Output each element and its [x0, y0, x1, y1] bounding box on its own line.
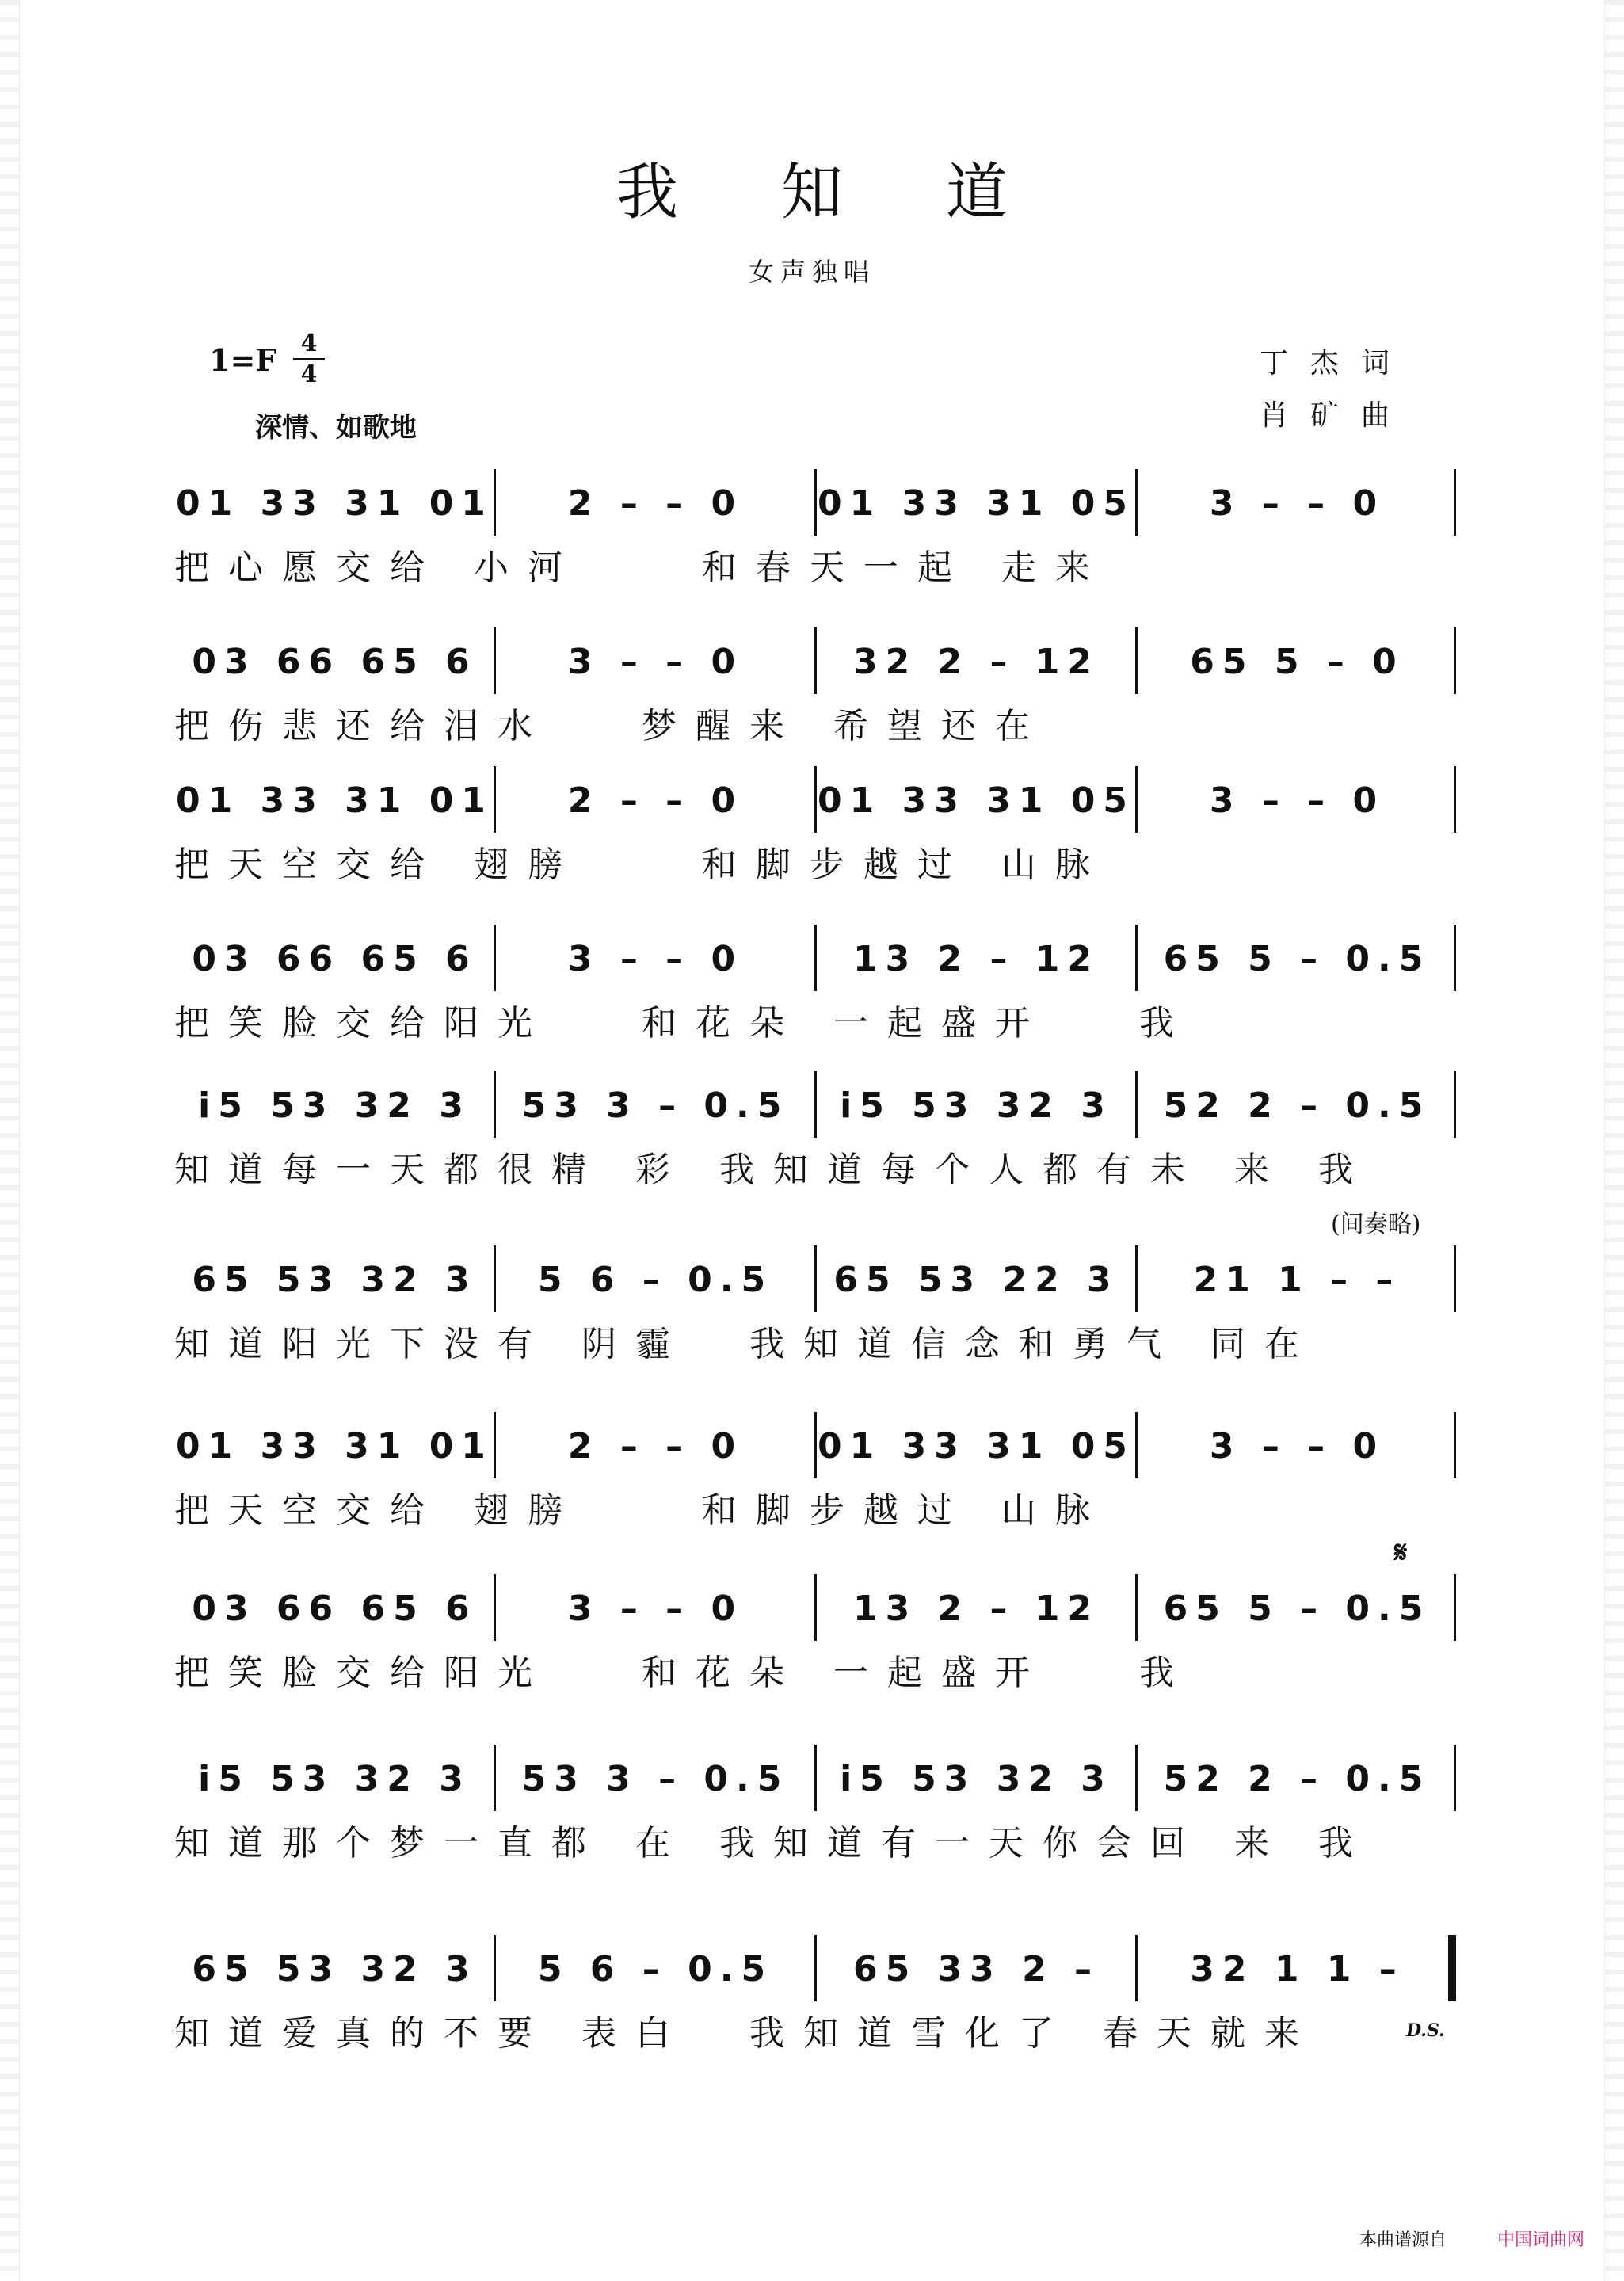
bar-line: [814, 766, 817, 833]
lyrics-line: 把伤悲还给泪水 梦醒来 希望还在: [174, 706, 1049, 746]
measure: i5 53 32 3: [198, 1085, 471, 1126]
measure: 32 2 – 12: [852, 641, 1100, 682]
lyrics-line: 把天空交给 翅膀 和脚步越过 山脉: [174, 845, 1109, 885]
measure: 03 66 65 6: [192, 938, 478, 979]
bar-line: [1454, 1745, 1456, 1811]
measure: 01 33 31 05: [818, 483, 1135, 524]
measure: 52 2 – 0.5: [1163, 1085, 1431, 1126]
bar-line: [494, 1245, 496, 1312]
bar-line: [494, 1745, 496, 1811]
measure: 65 33 2 –: [852, 1948, 1100, 1989]
bar-line: [814, 1245, 817, 1312]
measure: 52 2 – 0.5: [1163, 1758, 1431, 1799]
measure: 01 33 31 01: [176, 1425, 494, 1467]
measure: 01 33 31 05: [818, 780, 1135, 821]
bar-line: [494, 469, 496, 536]
measure: 2 – – 0: [567, 1425, 744, 1467]
bar-line: [1135, 1412, 1138, 1478]
measure: 01 33 31 01: [176, 780, 494, 821]
lyrics-line: 把心愿交给 小河 和春天一起 走来: [174, 547, 1109, 588]
bar-line: [494, 1071, 496, 1138]
measure: 3 – – 0: [567, 641, 744, 682]
measure: 65 53 32 3: [192, 1259, 478, 1300]
bar-line: [494, 627, 496, 694]
segno-mark: 𝄋: [1394, 1535, 1408, 1570]
page-title: 我知道: [616, 157, 1111, 228]
time-signature-bottom: 4: [300, 360, 318, 388]
bar-line: [814, 925, 817, 991]
left-edge-decoration: [0, 0, 20, 2281]
bar-line: [1135, 469, 1138, 536]
bar-line: [494, 1412, 496, 1478]
measure: 65 53 32 3: [192, 1948, 478, 1989]
measure: 65 5 – 0.5: [1163, 1588, 1431, 1629]
measure: 13 2 – 12: [852, 1588, 1100, 1629]
measure: 3 – – 0: [567, 1588, 744, 1629]
bar-line: [1135, 1935, 1138, 2001]
bar-line: [1454, 1412, 1456, 1478]
lyrics-line: 知道那个梦一直都 在 我知道有一天你会回 来 我: [174, 1823, 1372, 1863]
measure: i5 53 32 3: [840, 1758, 1113, 1799]
measure: 65 53 22 3: [833, 1259, 1119, 1300]
measure: 3 – – 0: [1209, 780, 1386, 821]
lyrics-line: 把笑脸交给阳光 和花朵 一起盛开 我: [174, 1003, 1193, 1043]
measure: 5 6 – 0.5: [537, 1259, 774, 1300]
bar-line: [1454, 1245, 1456, 1312]
measure: 2 – – 0: [567, 780, 744, 821]
bar-line: [814, 469, 817, 536]
measure: 13 2 – 12: [852, 938, 1100, 979]
bar-line: [1454, 925, 1456, 991]
bar-line: [494, 766, 496, 833]
bar-line: [1135, 1745, 1138, 1811]
measure: i5 53 32 3: [198, 1758, 471, 1799]
bar-line: [814, 1935, 817, 2001]
composer-credit: 肖矿曲: [1260, 399, 1412, 432]
bar-line: [814, 1574, 817, 1641]
bar-line: [494, 925, 496, 991]
lyrics-line: 把笑脸交给阳光 和花朵 一起盛开 我: [174, 1653, 1193, 1693]
lyrics-line: 知道阳光下没有 阴霾 我知道信念和勇气 同在: [174, 1324, 1318, 1364]
bar-line: [814, 1745, 817, 1811]
dal-segno-mark: D.S.: [1406, 2020, 1445, 2041]
bar-line: [1454, 1071, 1456, 1138]
lyrics-line: 知道爱真的不要 表白 我知道雪化了 春天就来: [174, 2013, 1318, 2054]
time-signature-top: 4: [300, 330, 318, 357]
bar-line: [494, 1574, 496, 1641]
footer-site-link[interactable]: 中国词曲网: [1497, 2230, 1585, 2250]
measure: 5 6 – 0.5: [537, 1948, 774, 1989]
time-signature: [293, 331, 325, 387]
measure: 2 – – 0: [567, 483, 744, 524]
final-bar-line: [1448, 1935, 1456, 2001]
bar-line: [1454, 469, 1456, 536]
measure: 03 66 65 6: [192, 641, 478, 682]
bar-line: [814, 627, 817, 694]
measure: 03 66 65 6: [192, 1588, 478, 1629]
bar-line: [494, 1935, 496, 2001]
measure: 32 1 1 –: [1190, 1948, 1405, 1989]
measure: 01 33 31 05: [818, 1425, 1135, 1467]
right-edge-decoration: [1604, 0, 1624, 2281]
lyrics-line: 知道每一天都很精 彩 我知道每个人都有未 来 我: [174, 1150, 1372, 1190]
measure: 01 33 31 01: [176, 483, 494, 524]
bar-line: [814, 1412, 817, 1478]
lyrics-line: 把天空交给 翅膀 和脚步越过 山脉: [174, 1490, 1109, 1531]
lyricist-credit: 丁杰词: [1260, 347, 1412, 380]
bar-line: [814, 1071, 817, 1138]
bar-line: [1454, 1574, 1456, 1641]
bar-line: [1135, 766, 1138, 833]
bar-line: [1135, 925, 1138, 991]
measure: 65 5 – 0: [1190, 641, 1405, 682]
bar-line: [1135, 627, 1138, 694]
measure: 3 – – 0: [1209, 1425, 1386, 1467]
bar-line: [1135, 1071, 1138, 1138]
bar-line: [1135, 1574, 1138, 1641]
measure: 53 3 – 0.5: [521, 1758, 790, 1799]
bar-line: [1454, 766, 1456, 833]
measure: 3 – – 0: [567, 938, 744, 979]
measure: 53 3 – 0.5: [521, 1085, 790, 1126]
measure: 3 – – 0: [1209, 483, 1386, 524]
bar-line: [1454, 627, 1456, 694]
tempo-marking: 深情、如歌地: [255, 412, 417, 444]
interlude-note: (间奏略): [1331, 1211, 1421, 1238]
footer-source: 本曲谱源自: [1359, 2230, 1447, 2250]
bar-line: [1135, 1245, 1138, 1312]
key-signature: 1=F: [209, 342, 277, 378]
subtitle: 女声独唱: [748, 257, 875, 287]
measure: 21 1 – –: [1193, 1259, 1401, 1300]
measure: i5 53 32 3: [840, 1085, 1113, 1126]
measure: 65 5 – 0.5: [1163, 938, 1431, 979]
